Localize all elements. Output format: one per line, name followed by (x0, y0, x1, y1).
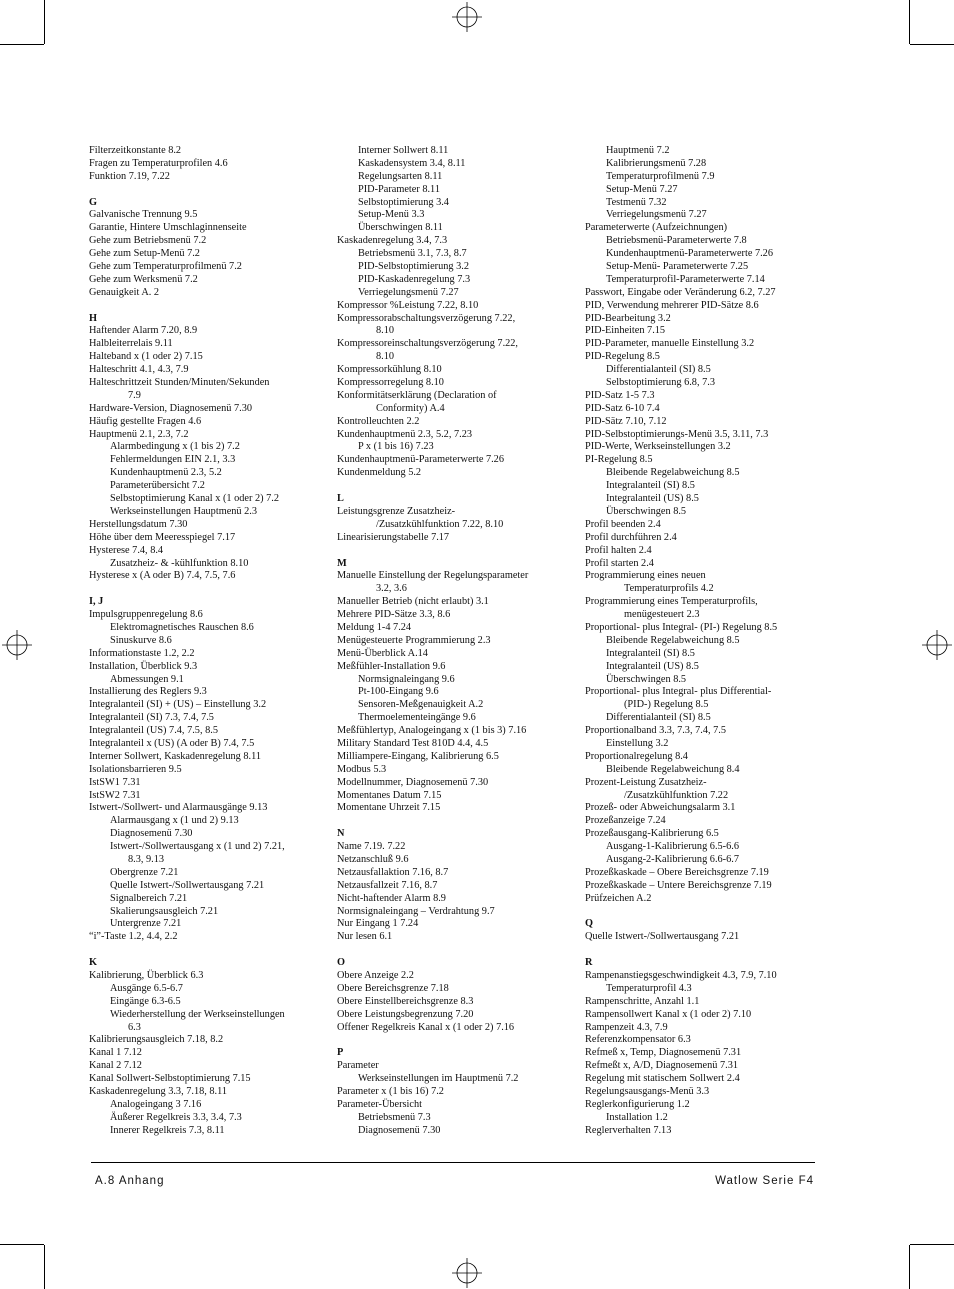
index-subentry: 8.10 (376, 351, 395, 363)
index-entry: Profil durchführen 2.4 (585, 531, 677, 543)
index-entry: Kompressorregelung 8.10 (337, 377, 444, 389)
index-entry: Passwort, Eingabe oder Veränderung 6.2, 7.27 (585, 286, 776, 298)
index-entry: Proportional- plus Integral- (PI-) Regelung 8.5 (585, 621, 778, 633)
index-entry: Konformitätserklärung (Declaration of (337, 389, 497, 401)
index-subentry: Skalierungsausgleich 7.21 (110, 905, 219, 917)
index-entry: Menügesteuerte Programmierung 2.3 (337, 634, 491, 646)
index-entry: Filterzeitkonstante 8.2 (89, 145, 182, 156)
index-entry: Meßfühler-Installation 9.6 (337, 660, 446, 672)
index-entry: Profil starten 2.4 (585, 557, 654, 569)
crop-mark (909, 1245, 910, 1289)
index-entry: Obere Leistungsbegrenzung 7.20 (337, 1008, 474, 1020)
index-subentry: Fehlermeldungen EIN 2.1, 3.3 (110, 454, 236, 466)
index-column-left (89, 145, 334, 1138)
index-entry: Reglerkonfigurierung 1.2 (585, 1098, 690, 1110)
index-subentry: Analogeingang 3 7.16 (110, 1098, 202, 1110)
index-subentry: Normsignaleingang 9.6 (358, 673, 455, 685)
index-entry: Gehe zum Werksmenü 7.2 (89, 273, 198, 285)
index-subentry: Wiederherstellung der Werkseinstellungen (110, 1008, 285, 1020)
index-entry: Referenzkompensator 6.3 (585, 1034, 691, 1046)
index-entry: PID-Werte, Werkseinstellungen 3.2 (585, 441, 731, 453)
index-entry: Höhe über dem Meeresspiegel 7.17 (89, 531, 236, 543)
index-entry: Offener Regelkreis Kanal x (1 oder 2) 7.16 (337, 1021, 515, 1033)
index-letter-heading: N (337, 828, 345, 840)
registration-mark-icon (452, 1258, 482, 1288)
index-entry: Prozeßkaskade – Untere Bereichsgrenze 7.19 (585, 879, 772, 891)
index-entry: Obere Einstellbereichsgrenze 8.3 (337, 995, 474, 1007)
index-subentry: Integralanteil (SI) 8.5 (606, 647, 695, 659)
index-subentry: Sensoren-Meßgenauigkeit A.2 (358, 699, 484, 711)
index-entry: Prozent-Leistung Zusatzheiz- (585, 776, 707, 788)
index-entry: Kalibrierungsausgleich 7.18, 8.2 (89, 1034, 224, 1046)
index-entry: Gehe zum Temperaturprofilmenü 7.2 (89, 261, 242, 273)
crop-mark (44, 0, 45, 44)
index-letter-heading: G (89, 196, 98, 208)
index-entry: Regelungsausgangs-Menü 3.3 (585, 1086, 710, 1098)
index-entry: PID, Verwendung mehrerer PID-Sätze 8.6 (585, 299, 759, 311)
index-entry: Herstellungsdatum 7.30 (89, 518, 188, 530)
index-subentry: Alarmbedingung x (1 bis 2) 7.2 (110, 441, 240, 453)
index-letter-heading: H (89, 312, 98, 324)
index-entry: Milliampere-Eingang, Kalibrierung 6.5 (337, 750, 499, 762)
index-entry: Genauigkeit A. 2 (89, 286, 160, 298)
registration-mark-icon (452, 2, 482, 32)
index-entry: Funktion 7.19, 7.22 (89, 170, 170, 182)
index-entry: Interner Sollwert, Kaskadenregelung 8.11 (89, 750, 262, 762)
index-entry: Normsignaleingang – Verdrahtung 9.7 (337, 905, 495, 917)
index-subentry: 3.2, 3.6 (376, 583, 407, 595)
index-entry: Momentane Uhrzeit 7.15 (337, 802, 441, 814)
index-entry: Kontrolleuchten 2.2 (337, 415, 420, 427)
crop-mark (0, 44, 44, 45)
index-subentry: Temperaturprofils 4.2 (624, 583, 714, 595)
index-subentry: Setup-Menü 3.3 (358, 209, 425, 221)
index-entry: “i”-Taste 1.2, 4.4, 2.2 (89, 931, 178, 943)
index-entry: Manueller Betrieb (nicht erlaubt) 3.1 (337, 596, 489, 608)
index-subentry: Verriegelungsmenü 7.27 (606, 209, 707, 221)
index-subentry: Temperaturprofilmenü 7.9 (606, 170, 715, 182)
index-entry: Kompressorkühlung 8.10 (337, 364, 442, 376)
index-entry: Military Standard Test 810D 4.4, 4.5 (337, 737, 489, 749)
crop-mark (909, 0, 910, 44)
index-subentry: Werkseinstellungen im Hauptmenü 7.2 (358, 1073, 519, 1085)
index-entry: PID-Sätz 7.10, 7.12 (585, 415, 667, 427)
index-entry: Integralanteil (SI) 7.3, 7.4, 7.5 (89, 712, 214, 724)
crop-mark (910, 44, 954, 45)
crop-mark (0, 1244, 44, 1245)
index-entry: PID-Satz 6-10 7.4 (585, 402, 660, 414)
index-subentry: Parameterübersicht 7.2 (110, 480, 205, 492)
index-subentry: Eingänge 6.3-6.5 (110, 995, 181, 1007)
index-entry: Halteschrittzeit Stunden/Minuten/Sekunden (89, 377, 270, 389)
index-subentry: /Zusatzkühlfunktion 7.22 (624, 789, 729, 801)
index-entry: Name 7.19. 7.22 (337, 841, 406, 853)
index-subentry: Kaskadensystem 3.4, 8.11 (358, 157, 466, 169)
index-entry: Proportional- plus Integral- plus Differential- (585, 686, 772, 698)
index-subentry: 7.9 (128, 389, 141, 401)
crop-mark (910, 1244, 954, 1245)
index-entry: PID-Bearbeitung 3.2 (585, 312, 671, 324)
index-entry: PID-Regelung 8.5 (585, 351, 660, 363)
index-entry: Kompressorabschaltungsverzögerung 7.22, (337, 312, 516, 324)
index-entry: PID-Einheiten 7.15 (585, 325, 666, 337)
index-subentry: PID-Parameter 8.11 (358, 183, 440, 195)
index-entry: Menü-Überblick A.14 (337, 647, 428, 659)
index-entry: Rampenanstiegsgeschwindigkeit 4.3, 7.9, 7.10 (585, 970, 777, 981)
index-subentry: Differentialanteil (SI) 8.5 (606, 364, 711, 376)
index-subentry: Integralanteil (US) 8.5 (606, 660, 699, 672)
index-entry: Häufig gestellte Fragen 4.6 (89, 415, 202, 427)
index-entry: Prozeßausgang-Kalibrierung 6.5 (585, 828, 719, 840)
index-subentry: Kalibrierungsmenü 7.28 (606, 157, 707, 169)
index-entry: Parameter-Übersicht (337, 1098, 422, 1110)
index-letter-heading: L (337, 493, 344, 505)
registration-mark-icon (922, 630, 952, 660)
index-subentry: Bleibende Regelabweichung 8.4 (606, 763, 740, 775)
index-subentry: Überschwingen 8.5 (606, 673, 687, 685)
index-subentry: Äußerer Regelkreis 3.3, 3.4, 7.3 (110, 1111, 242, 1123)
index-entry: Halbleiterrelais 9.11 (89, 338, 173, 350)
index-subentry: Zusatzheiz- & -kühlfunktion 8.10 (110, 557, 249, 569)
index-entry: Kundenmeldung 5.2 (337, 467, 422, 479)
index-entry: Nicht-haftender Alarm 8.9 (337, 892, 446, 904)
index-entry: Kanal 1 7.12 (89, 1047, 142, 1059)
index-entry: Informationstaste 1.2, 2.2 (89, 647, 195, 659)
index-subentry: Integralanteil (US) 8.5 (606, 493, 699, 505)
index-subentry: Temperaturprofil-Parameterwerte 7.14 (606, 273, 765, 285)
index-entry: Hysterese 7.4, 8.4 (89, 544, 164, 556)
index-subentry: Istwert-/Sollwertausgang x (1 und 2) 7.21, (110, 841, 285, 853)
index-entry: Kompressoreinschaltungsverzögerung 7.22, (337, 338, 519, 350)
index-entry: Rampenschritte, Anzahl 1.1 (585, 995, 700, 1007)
index-entry: Modbus 5.3 (337, 763, 387, 775)
index-subentry: Setup-Menü 7.27 (606, 183, 678, 195)
index-subentry: Kundenhauptmenü-Parameterwerte 7.26 (606, 248, 773, 260)
index-subentry: Selbstoptimierung 6.8, 7.3 (606, 377, 715, 389)
index-entry: Gehe zum Setup-Menü 7.2 (89, 248, 200, 260)
index-subentry: Thermoelementeingänge 9.6 (358, 712, 476, 724)
index-entry: Obere Anzeige 2.2 (337, 970, 414, 981)
index-entry: Prozeß- oder Abweichungsalarm 3.1 (585, 802, 736, 814)
index-column-right (585, 145, 830, 1138)
index-subentry: Überschwingen 8.11 (358, 222, 443, 234)
index-subentry: Ausgang-1-Kalibrierung 6.5-6.6 (606, 841, 739, 853)
index-entry: Kalibrierung, Überblick 6.3 (89, 970, 204, 981)
index-subentry: Differentialanteil (SI) 8.5 (606, 712, 711, 724)
index-entry: Refmeßt x, A/D, Diagnosemenü 7.31 (585, 1060, 739, 1072)
index-entry: Parameterwerte (Aufzeichnungen) (585, 222, 728, 234)
index-entry: PID-Selbstoptimierungs-Menü 3.5, 3.11, 7.3 (585, 428, 769, 440)
index-subentry: Temperaturprofil 4.3 (606, 982, 692, 994)
index-entry: Netzausfallzeit 7.16, 8.7 (337, 879, 438, 891)
index-entry: PI-Regelung 8.5 (585, 454, 653, 466)
index-subentry: PID-Kaskadenregelung 7.3 (358, 273, 471, 285)
index-entry: Halteband x (1 oder 2) 7.15 (89, 351, 203, 363)
index-entry: Netzanschluß 9.6 (337, 853, 409, 865)
index-entry: Kompressor %Leistung 7.22, 8.10 (337, 299, 479, 311)
index-entry: Proportionalregelung 8.4 (585, 750, 688, 762)
index-entry: Hardware-Version, Diagnosemenü 7.30 (89, 402, 252, 414)
index-entry: Hysterese x (A oder B) 7.4, 7.5, 7.6 (89, 570, 236, 582)
index-entry: Installierung des Reglers 9.3 (89, 686, 207, 698)
index-entry: Kundenhauptmenü 2.3, 5.2, 7.23 (337, 428, 472, 440)
index-entry: Impulsgruppenregelung 8.6 (89, 609, 203, 621)
index-subentry: Kundenhauptmenü 2.3, 5.2 (110, 467, 222, 479)
index-entry: Profil halten 2.4 (585, 544, 652, 556)
index-entry: Linearisierungstabelle 7.17 (337, 531, 450, 543)
index-entry: Integralanteil (US) 7.4, 7.5, 8.5 (89, 725, 218, 737)
index-subentry: Setup-Menü- Parameterwerte 7.25 (606, 261, 749, 273)
footer-product-label: Watlow Serie F4 (715, 1175, 814, 1187)
index-entry: Netzausfallaktion 7.16, 8.7 (337, 866, 449, 878)
index-subentry: Conformity) A.4 (376, 402, 445, 414)
index-entry: Programmierung eines Temperaturprofils, (585, 596, 758, 608)
index-subentry: Selbstoptimierung 3.4 (358, 196, 449, 208)
footer-rule (91, 1162, 815, 1163)
index-subentry: Alarmausgang x (1 und 2) 9.13 (110, 815, 239, 827)
index-entry: Hauptmenü 2.1, 2.3, 7.2 (89, 428, 189, 440)
index-entry: Modellnummer, Diagnosemenü 7.30 (337, 776, 489, 788)
index-subentry: Betriebsmenü 7.3 (358, 1111, 431, 1123)
footer-section-label: A.8 Anhang (95, 1175, 165, 1187)
index-subentry: Selbstoptimierung Kanal x (1 oder 2) 7.2 (110, 493, 280, 505)
index-entry: Garantie, Hintere Umschlaginnenseite (89, 222, 247, 234)
index-entry: IstSW1 7.31 (89, 776, 141, 788)
index-subentry: Betriebsmenü-Parameterwerte 7.8 (606, 235, 747, 247)
index-letter-heading: M (337, 557, 347, 569)
index-subentry: Quelle Istwert-/Sollwertausgang 7.21 (110, 879, 265, 891)
index-subentry: Regelungsarten 8.11 (358, 170, 443, 182)
index-entry: Prozeßkaskade – Obere Bereichsgrenze 7.19 (585, 866, 769, 878)
index-subentry: Bleibende Regelabweichung 8.5 (606, 634, 740, 646)
index-subentry: menügesteuert 2.3 (624, 609, 700, 621)
index-subentry: Pt-100-Eingang 9.6 (358, 686, 439, 698)
index-subentry: Diagnosemenü 7.30 (110, 828, 193, 840)
index-subentry: Sinuskurve 8.6 (110, 634, 172, 646)
index-entry: Mehrere PID-Sätze 3.3, 8.6 (337, 609, 451, 621)
index-subentry: 6.3 (128, 1021, 141, 1033)
index-subentry: Elektromagnetisches Rauschen 8.6 (110, 621, 254, 633)
crop-mark (44, 1245, 45, 1289)
index-subentry: Obergrenze 7.21 (110, 866, 179, 878)
index-subentry: 8.10 (376, 325, 395, 337)
index-entry: Parameter (337, 1060, 379, 1072)
index-entry: Proportionalband 3.3, 7.3, 7.4, 7.5 (585, 725, 726, 737)
index-entry: Meldung 1-4 7.24 (337, 621, 412, 633)
index-entry: Kundenhauptmenü-Parameterwerte 7.26 (337, 454, 504, 466)
index-subentry: Einstellung 3.2 (606, 737, 669, 749)
index-entry: Kaskadenregelung 3.3, 7.18, 8.11 (89, 1086, 228, 1098)
index-letter-heading: P (337, 1047, 344, 1059)
index-subentry: Diagnosemenü 7.30 (358, 1124, 441, 1136)
index-entry: Installation, Überblick 9.3 (89, 660, 198, 672)
index-subentry: Interner Sollwert 8.11 (358, 145, 449, 156)
index-entry: Nur lesen 6.1 (337, 931, 393, 943)
index-entry: Integralanteil x (US) (A oder B) 7.4, 7.5 (89, 737, 255, 749)
index-entry: Profil beenden 2.4 (585, 518, 661, 530)
index-entry: Istwert-/Sollwert- und Alarmausgänge 9.13 (89, 802, 268, 814)
index-entry: Kaskadenregelung 3.4, 7.3 (337, 235, 448, 247)
index-entry: Programmierung eines neuen (585, 570, 706, 582)
index-entry: Meßfühlertyp, Analogeingang x (1 bis 3) 7.16 (337, 725, 527, 737)
index-entry: Halteschritt 4.1, 4.3, 7.9 (89, 364, 189, 376)
index-column-middle (337, 145, 582, 1138)
index-subentry: Untergrenze 7.21 (110, 918, 182, 930)
index-entry: Prüfzeichen A.2 (585, 892, 652, 904)
index-entry: PID-Satz 1-5 7.3 (585, 389, 655, 401)
index-entry: Nur Eingang 1 7.24 (337, 918, 419, 930)
index-entry: Momentanes Datum 7.15 (337, 789, 442, 801)
index-entry: Rampenzeit 4.3, 7.9 (585, 1021, 668, 1033)
index-subentry: PID-Selbstoptimierung 3.2 (358, 261, 469, 273)
index-entry: Reglerverhalten 7.13 (585, 1124, 672, 1136)
index-subentry: Innerer Regelkreis 7.3, 8.11 (110, 1124, 225, 1136)
index-subentry: Abmessungen 9.1 (110, 673, 184, 685)
index-entry: Kanal Sollwert-Selbstoptimierung 7.15 (89, 1073, 251, 1085)
index-entry: Quelle Istwert-/Sollwertausgang 7.21 (585, 931, 740, 943)
index-entry: Haftender Alarm 7.20, 8.9 (89, 325, 198, 337)
index-subentry: Bleibende Regelabweichung 8.5 (606, 467, 740, 479)
index-subentry: Verriegelungsmenü 7.27 (358, 286, 459, 298)
index-entry: Prozeßanzeige 7.24 (585, 815, 666, 827)
index-subentry: Ausgang-2-Kalibrierung 6.6-6.7 (606, 853, 739, 865)
index-subentry: Installation 1.2 (606, 1111, 668, 1123)
registration-mark-icon (2, 630, 32, 660)
index-letter-heading: K (89, 957, 98, 969)
index-entry: Manuelle Einstellung der Regelungsparameter (337, 570, 529, 582)
index-letter-heading: O (337, 957, 346, 969)
index-entry: Regelung mit statischem Sollwert 2.4 (585, 1073, 740, 1085)
index-entry: Isolationsbarrieren 9.5 (89, 763, 182, 775)
index-subentry: Überschwingen 8.5 (606, 505, 687, 517)
index-entry: Gehe zum Betriebsmenü 7.2 (89, 235, 207, 247)
index-subentry: Hauptmenü 7.2 (606, 145, 670, 156)
index-subentry: Integralanteil (SI) 8.5 (606, 480, 695, 492)
index-subentry: Signalbereich 7.21 (110, 892, 188, 904)
index-subentry: /Zusatzkühlfunktion 7.22, 8.10 (376, 518, 504, 530)
index-subentry: Werkseinstellungen Hauptmenü 2.3 (110, 505, 258, 517)
index-entry: Parameter x (1 bis 16) 7.2 (337, 1086, 444, 1098)
index-entry: Fragen zu Temperaturprofilen 4.6 (89, 157, 228, 169)
index-entry: Refmeß x, Temp, Diagnosemenü 7.31 (585, 1047, 742, 1059)
index-entry: IstSW2 7.31 (89, 789, 141, 801)
index-subentry: 8.3, 9.13 (128, 853, 165, 865)
index-subentry: Betriebsmenü 3.1, 7.3, 8.7 (358, 248, 467, 260)
index-letter-heading: Q (585, 918, 594, 930)
index-letter-heading: I, J (89, 596, 104, 608)
index-entry: Obere Bereichsgrenze 7.18 (337, 982, 449, 994)
index-subentry: (PID-) Regelung 8.5 (624, 699, 709, 711)
index-entry: Kanal 2 7.12 (89, 1060, 142, 1072)
index-subentry: Testmenü 7.32 (606, 196, 667, 208)
index-entry: Galvanische Trennung 9.5 (89, 209, 198, 221)
index-entry: Integralanteil (SI) + (US) – Einstellung 3.2 (89, 699, 267, 711)
index-subentry: P x (1 bis 16) 7.23 (358, 441, 434, 453)
index-letter-heading: R (585, 957, 593, 969)
index-subentry: Ausgänge 6.5-6.7 (110, 982, 183, 994)
index-entry: PID-Parameter, manuelle Einstellung 3.2 (585, 338, 755, 350)
index-entry: Rampensollwert Kanal x (1 oder 2) 7.10 (585, 1008, 752, 1020)
index-entry: Leistungsgrenze Zusatzheiz- (337, 505, 456, 517)
